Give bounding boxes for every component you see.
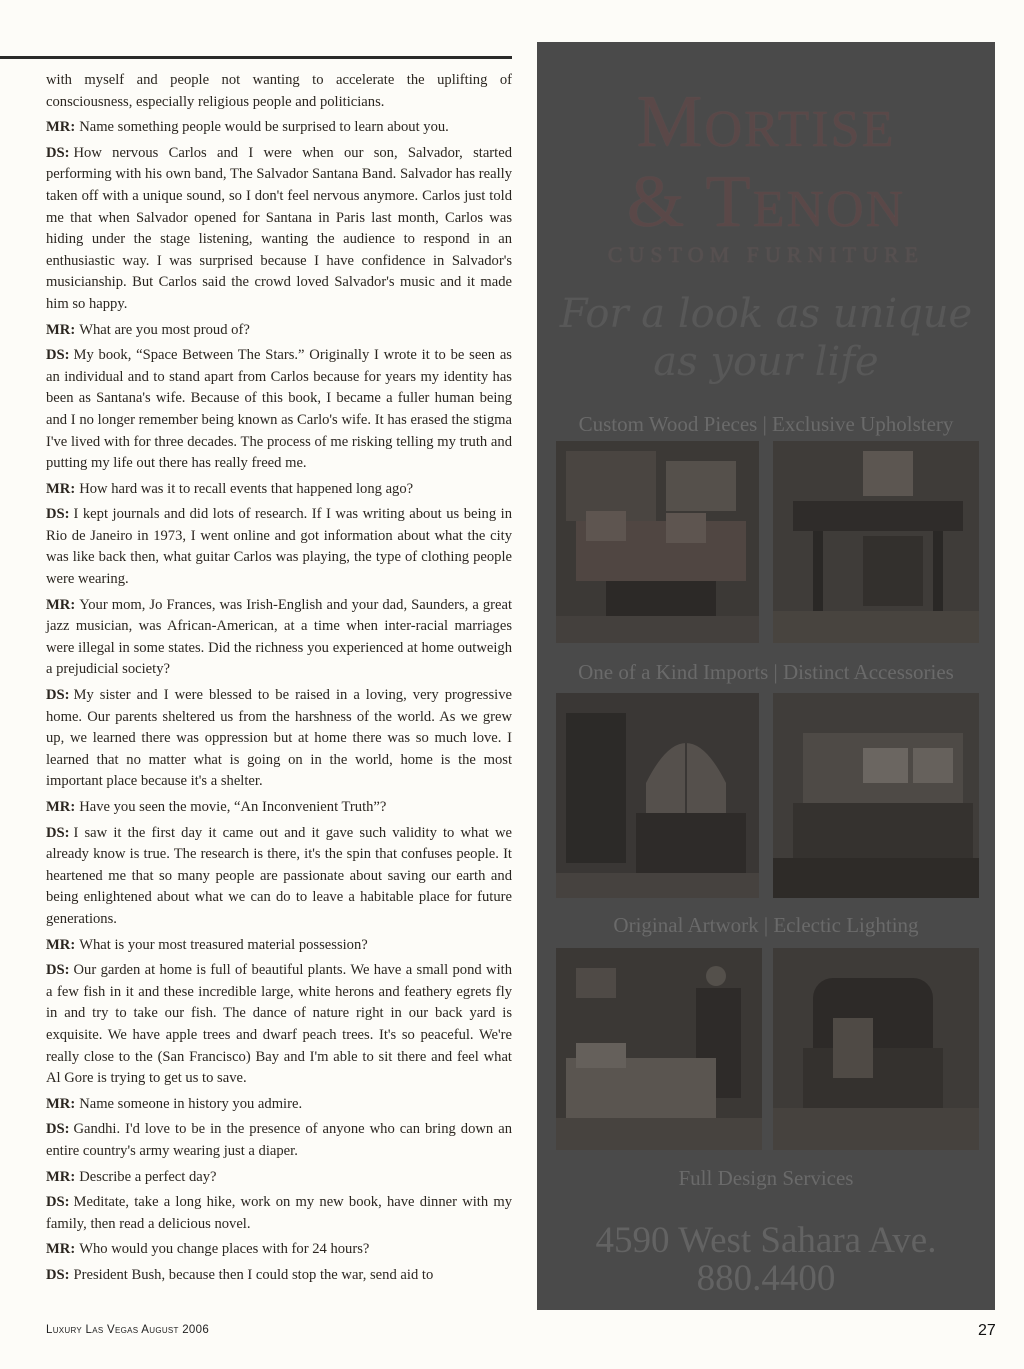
speaker-label: MR:	[46, 596, 76, 613]
paragraph-text: Have you seen the movie, “An Inconvenient Truth”?	[79, 799, 387, 815]
interview-paragraph	[46, 960, 512, 1090]
paragraph-text: I saw it the first day it came out and it gave such validity to what we already know is true. The research is there, it's the spin that confuses people. It heartened me that so many people are passionate about saving our earth and being enlightened about what we can do to leave a habitable place for future generations.	[46, 824, 512, 927]
paragraph-text: President Bush, because then I could stop the war, send aid to	[73, 1266, 434, 1283]
paragraph-text: What is your most treasured material possession?	[79, 936, 368, 953]
living-room-photo	[556, 441, 759, 643]
tagline-line2: as your life	[653, 339, 879, 385]
leather-chair-photo	[773, 948, 979, 1150]
interview-paragraph	[46, 504, 512, 590]
paragraph-text: Meditate, take a long hike, work on my new book, have dinner with my family, then read a delicious novel.	[46, 1194, 512, 1232]
speaker-label: MR:	[46, 1241, 76, 1258]
paragraph-text: My sister and I were blessed to be raised in a loving, very progressive home. Our parents sheltered us from the harshness of the world. As we grew up, we learned there was oppression but at home there was so much love. I learned that no matter what is going on in the world, home is the most important place because it's a shelter.	[46, 687, 512, 790]
speaker-label: DS:	[46, 1266, 70, 1283]
store-phone: 880.4400	[696, 1258, 836, 1299]
interview-paragraph	[46, 479, 512, 501]
interview-paragraph	[46, 143, 512, 316]
interview-article	[46, 70, 512, 1290]
paragraph-text: Name something people would be surprised to learn about you.	[79, 119, 449, 136]
brand-name-line2: & Tenon	[626, 161, 906, 243]
paragraph-text: How nervous Carlos and I were when our son, Salvador, started performing with his own band, The Salvador Santana Band. Salvador has really taken off with a unique sound, so I don't feel nervous anymore. Carlos just told me that when Salvador opened for Santana in Paris last month, Carlos was hiding under the stage listening, wanting the audience to respond in an enthusiastic way. I was surprised because I have confidence in Salvador's musicianship. But Carlos said the crowd loved Salvador's music and it made him so happy.	[46, 144, 512, 312]
upholstered-sofa-photo	[773, 693, 979, 898]
paragraph-text: Gandhi. I'd love to be in the presence of anyone who can bring down an entire country's army wearing just a diaper.	[46, 1121, 512, 1159]
brand-name-line1: Mortise	[636, 81, 896, 163]
ad-caption-1: Custom Wood Pieces | Exclusive Upholstery	[578, 412, 954, 436]
interview-paragraph	[46, 1239, 512, 1261]
interview-paragraph	[46, 685, 512, 793]
paragraph-text: Your mom, Jo Frances, was Irish-English and your dad, Saunders, a great jazz musician, was African-American, at a time when inter-racial marriages were illegal in some states. Did the richness you experienced at home outweigh a prejudicial society?	[46, 596, 512, 678]
speaker-label: DS:	[46, 506, 70, 523]
page-number: 27	[978, 1322, 996, 1339]
interview-paragraph	[46, 595, 512, 681]
paragraph-text: Describe a perfect day?	[79, 1168, 217, 1185]
ad-caption-4: Full Design Services	[678, 1166, 854, 1190]
interview-paragraph	[46, 1167, 512, 1189]
interview-paragraph	[46, 117, 512, 139]
speaker-label: MR:	[46, 321, 76, 338]
ad-caption-2: One of a Kind Imports | Distinct Accessories	[578, 660, 954, 684]
speaker-label: DS:	[46, 144, 70, 161]
interview-paragraph	[46, 320, 512, 342]
speaker-label: DS:	[46, 1121, 70, 1138]
speaker-label: MR:	[46, 480, 76, 497]
paragraph-text: My book, “Space Between The Stars.” Originally I wrote it to be seen as an individual and to stand apart from Carlos because for years my identity has been as Santana's wife. Because of this book, I became a fuller human being and I no longer remember being known as Carlo's wife. It has erased the stigma I've lived with for three decades. The process of me risking telling my truth and putting my life out there has really freed me.	[46, 347, 512, 472]
interview-paragraph	[46, 1265, 512, 1287]
interview-paragraph	[46, 1094, 512, 1116]
paragraph-text: I kept journals and did lots of research. If I was writing about us being in Rio de Janeiro in 1973, I went online and got information about what the city was like back then, what guitar Carlos was playing, the type of clothing people were wearing.	[46, 506, 512, 588]
bedroom-photo	[556, 948, 762, 1150]
speaker-label: DS:	[46, 824, 70, 841]
arched-cabinet-photo	[556, 693, 759, 898]
interview-paragraph	[46, 345, 512, 475]
paragraph-text: Our garden at home is full of beautiful plants. We have a small pond with a few fish in it and these incredible large, white herons and feathery egrets fly in and try to take our fish. The dance of nature right in our back yard is exquisite. We have apple trees and dwarf peach trees. It's so peaceful. We're really close to the (San Francisco) Bay and I'm able to sit there and feel what Al Gore is trying to get us to save.	[46, 962, 512, 1087]
paragraph-text: How hard was it to recall events that happened long ago?	[79, 480, 414, 497]
interview-paragraph	[46, 797, 512, 819]
interview-paragraph	[46, 823, 512, 931]
speaker-label: DS:	[46, 1194, 70, 1211]
paragraph-text: with myself and people not wanting to accelerate the uplifting of consciousness, especially religious people and politicians.	[46, 72, 512, 110]
ad-caption-3: Original Artwork | Eclectic Lighting	[613, 913, 919, 937]
publication-footer: Luxury Las Vegas August 2006	[46, 1324, 210, 1336]
interview-paragraph	[46, 1119, 512, 1162]
speaker-label: DS:	[46, 687, 70, 704]
tagline-line1: For a look as unique	[559, 291, 973, 337]
interview-paragraph	[46, 70, 512, 113]
brand-subtitle: CUSTOM FURNITURE	[607, 242, 925, 267]
speaker-label: MR:	[46, 936, 76, 953]
store-address: 4590 West Sahara Ave.	[595, 1220, 937, 1261]
paragraph-text: What are you most proud of?	[79, 321, 250, 338]
top-rule	[0, 56, 512, 59]
speaker-label: MR:	[46, 1095, 76, 1112]
speaker-label: MR:	[46, 119, 76, 136]
speaker-label: MR:	[46, 1168, 76, 1185]
paragraph-text: Name someone in history you admire.	[79, 1095, 303, 1112]
speaker-label: MR:	[46, 799, 76, 815]
mortise-tenon-advertisement	[537, 42, 995, 1310]
dining-chair-photo	[773, 441, 979, 643]
interview-paragraph	[46, 935, 512, 957]
paragraph-text: Who would you change places with for 24 hours?	[79, 1241, 370, 1258]
speaker-label: DS:	[46, 347, 70, 364]
speaker-label: DS:	[46, 962, 70, 979]
interview-paragraph	[46, 1192, 512, 1235]
ad-tagline	[537, 290, 995, 386]
